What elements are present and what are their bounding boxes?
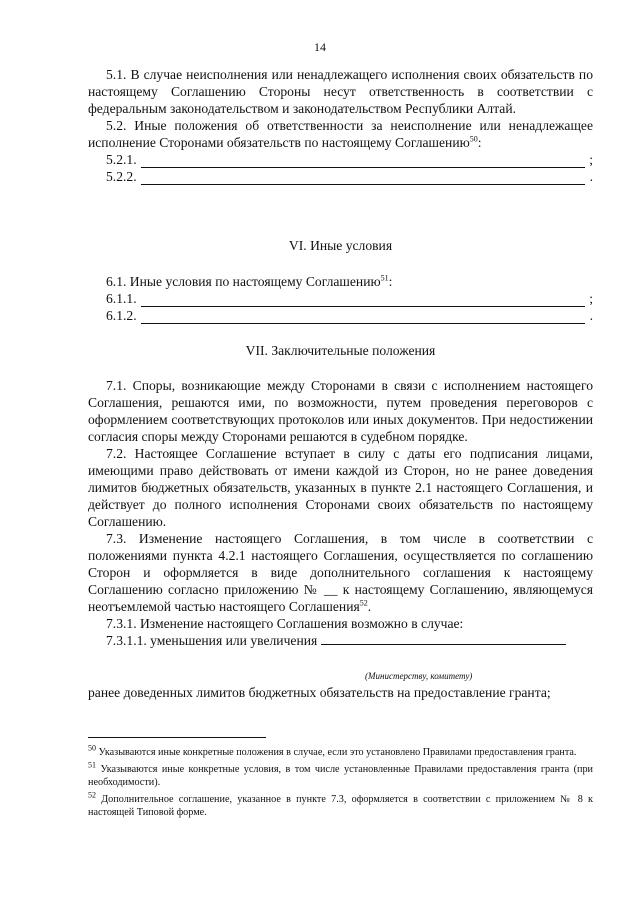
paragraph-7-3: 7.3. Изменение настоящего Соглашения, в том числе в соответствии с положениями пункта 4.2.1 настоящего Соглашения, осуществляется по соглашению Сторон и оформляется в виде дополнительного соглашения к настоящему Соглашению согласно приложению № __ к настоящему Соглашению, являющемуся неотъемлемой частью настоящего Соглашения$^{52}$. [88,531,593,614]
paragraph-7-3-1: 7.3.1. Изменение настоящего Соглашения возможно в случае: [106,616,464,631]
paragraph-5-2: 5.2. Иные положения об ответственности за неисполнение или ненадлежащее исполнение Сторонами обязательств по настоящему Соглашению$^{50}$: [88,118,593,150]
footnote-ref-52: 52 [359,598,368,608]
blank-line [141,154,585,168]
hint-ministry: (Министерству, комитету) [365,671,473,681]
footnotes [88,743,594,823]
footnote-ref-51: 51 [380,273,389,283]
section-7-heading: VII. Заключительные положения [245,343,436,358]
item-6-1-1: 6.1.1. ; [106,291,593,306]
footnote-ref-50: 50 [469,134,478,144]
paragraph-7-3-1-1-cont: ранее доведенных лимитов бюджетных обязательств на предоставление гранта; [88,685,551,700]
section-6-block [88,237,593,254]
paragraph-7-2: 7.2. Настоящее Соглашение вступает в силу с даты его подписания лицами, имеющими право действовать от имени каждой из Сторон, но не ранее доведения лимитов бюджетных обязательств, указанных в пункте 2.1 настоящего Соглашения, и действует до полного исполнения Сторонами своих обязательств по настоящему Соглашению. [88,446,593,529]
paragraph-5-1: 5.1. В случае неисполнения или ненадлежащего исполнения своих обязательств по настоящему Соглашению Стороны несут ответственность в соответствии с федеральным законодательством и законодательством Республики Алтай. [88,67,593,116]
footnote-50: $^{50}$ Указываются иные конкретные положения в случае, если это установлено Правилами предоставления гранта. [88,743,577,758]
section-6-heading: VI. Иные условия [288,238,393,253]
paragraph-7-3-1-1: 7.3.1.1. уменьшения или увеличения [88,632,593,649]
section-7-block [88,342,593,359]
blank-line [321,632,566,645]
item-5-2-2: 5.2.2. . [106,169,593,184]
paragraph-7-1: 7.1. Споры, возникающие между Сторонами в связи с исполнением настоящего Соглашения, решаются ими, по возможности, путем проведения переговоров с оформлением соответствующих протоколов или иных документов. При недостижении согласия споры между Сторонами решаются в судебном порядке. [88,378,593,444]
item-6-1-2: 6.1.2. . [106,308,593,323]
section-7-content [88,377,593,649]
section-5-block [88,66,593,185]
paragraph-6-1: 6.1. Иные условия по настоящему Соглашению$^{51}$: [106,273,393,289]
blank-line [141,171,585,185]
paragraph-7-3-1-1-cont-block [88,684,593,701]
footnote-51: $^{51}$ Указываются иные конкретные условия, в том числе установленные Правилами предоставления гранта (при необходимости). [88,760,593,788]
blank-line [141,310,585,324]
section-6-content [88,273,593,324]
footnote-52: $^{52}$ Дополнительное соглашение, указанное в пункте 7.3, оформляется в соответствии с приложением № 8 к настоящей Типовой форме. [88,790,594,818]
page-number: 14 [314,40,326,54]
footnote-separator [88,737,266,738]
blank-line [141,293,585,307]
item-5-2-1: 5.2.1. ; [106,152,593,167]
